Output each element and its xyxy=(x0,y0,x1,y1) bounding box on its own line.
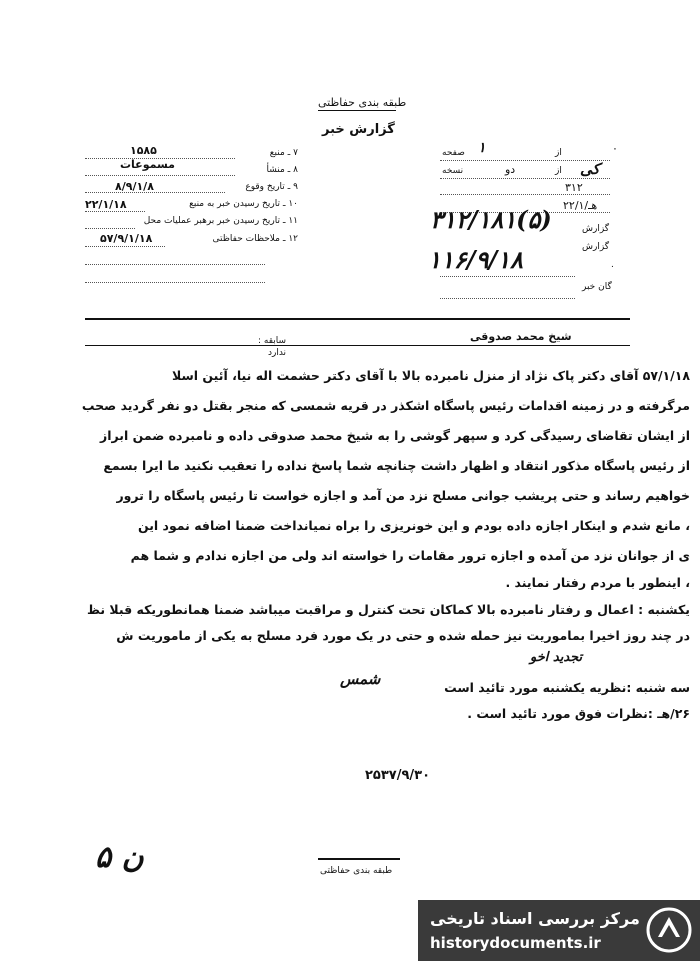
field-row3: ۳۱۲ xyxy=(565,181,583,194)
field-label-source: ۷ ـ منبع xyxy=(269,148,298,158)
field-from-two: دو xyxy=(505,163,516,176)
body-line: مرگرفته و در زمینه اقدامات رئیس پاسگاه اشکذر در قریه شمسی که منجر بقتل دو نفر گردید صحب xyxy=(81,398,690,413)
field-label-date-to-ops: ۱۱ ـ تاریخ رسیدن خبر برهبر عملیات محل xyxy=(143,216,298,226)
field-from-label: از xyxy=(555,148,562,158)
field-report-label-1: گزارش xyxy=(582,224,610,234)
field-value-date-occurred: ۸/۹/۱/۸ xyxy=(115,180,154,193)
field-label-date-occurred: ۹ ـ تاریخ وقوع xyxy=(245,182,298,192)
handwritten-ref-1: ۳۱۲/۱۸۱(۵) xyxy=(430,205,552,234)
classification-top-underline xyxy=(318,110,396,111)
field-label-security-notes: ۱۲ ـ ملاحظات حفاظتی xyxy=(212,234,298,244)
body-line: ، مانع شدم و اینکار اجازه داده بودم و این خونریزی را براه نمیانداخت ضمنا اضافه نمود این xyxy=(137,518,690,533)
watermark-banner xyxy=(418,900,700,961)
comment-line: یکشنبه : اعمال و رفتار نامبرده بالا کماکان تحت کنترل و مراقبت میباشد ضمنا همانطوریکه قبلا نظ xyxy=(86,602,690,617)
watermark-name: مرکز بررسی اسناد تاریخی xyxy=(430,909,640,928)
field-news-label: گان خبر xyxy=(582,282,612,292)
side-note: سابقه : ندارد xyxy=(258,336,287,358)
field-from-label-2: از xyxy=(555,166,562,176)
body-line: از رئیس پاسگاه مذکور انتقاد و اظهار داشت چنانچه شما پاسخ نداده را تعقیب نکنید ما ایرا بسمع xyxy=(103,458,690,473)
subject-name: شیخ محمد صدوقی xyxy=(470,330,572,343)
watermark-url: historydocuments.ir xyxy=(430,934,601,952)
body-line: از ایشان تقاضای رسیدگی کرد و سپهر گوشی را به شیخ محمد صدوقی داده و نامبرده ضمن ابراز xyxy=(100,428,690,443)
body-line: ی از جوانان نزد من آمده و اجازه ترور مقامات را خواسته اند ولی من اجازه ندادم و شما هم xyxy=(130,548,690,563)
field-value-security-notes: ۵۷/۹/۱/۱۸ xyxy=(100,232,153,245)
field-sheet-label: صفحه xyxy=(442,148,465,158)
confirm-line: سه شنبه :نظریه یکشنبه مورد تائید است xyxy=(444,680,690,695)
field-value-source: ۱۵۸۵ xyxy=(130,144,157,157)
field-report-label-2: گزارش xyxy=(582,242,610,252)
classification-bottom: طبقه بندی حفاظتی xyxy=(320,866,393,876)
field-label-origin: ۸ ـ منشأ xyxy=(266,165,298,175)
field-label-date-to-source: ۱۰ ـ تاریخ رسیدن خبر به منبع xyxy=(189,199,298,209)
comment-line: در چند روز اخیرا بماموریت نیز حمله شده و حتی در یک مورد فرد مسلح به یکی از ماموریت ش xyxy=(116,628,690,643)
separator-subject xyxy=(85,345,630,346)
body-line: خواهیم رساند و حتی پریشب جوانی مسلح نزد من آمد و اجازه خواست تا رئیس پاسگاه را ترور xyxy=(116,488,690,503)
handwritten-ref-2: ۱۱۶/۹/۱۸ xyxy=(428,245,523,274)
date-stamp: ۲۵۳۷/۹/۳۰ xyxy=(365,768,431,783)
page-mark: ۵ ن xyxy=(95,840,144,875)
separator-top xyxy=(85,318,630,320)
field-copy-label: نسخه xyxy=(442,166,464,176)
field-value-origin: مسموعات xyxy=(120,158,175,171)
body-line: ، اینطور با مردم رفتار نمایند . xyxy=(505,575,690,590)
classification-top: طبقه بندی حفاظتی xyxy=(318,96,407,109)
document-title: گزارش خبر xyxy=(322,122,395,137)
classification-bottom-line xyxy=(318,858,400,860)
body-line: ۵۷/۱/۱۸ آقای دکتر پاک نژاد از منزل نامبرده بالا با آقای دکتر حشمت اله نیا، آئین اسلا xyxy=(172,368,690,383)
signature: شمس xyxy=(340,670,381,688)
confirm-line: ۲۶/هـ :نظرات فوق مورد تائید است . xyxy=(467,706,690,721)
handwritten-note: تجدید اخو xyxy=(530,650,583,665)
watermark-logo-icon xyxy=(646,907,692,953)
field-value-date-to-source: ۲۲/۱/۱۸ xyxy=(85,198,127,211)
field-row4: ۲۲/۱/هـ xyxy=(563,199,598,212)
